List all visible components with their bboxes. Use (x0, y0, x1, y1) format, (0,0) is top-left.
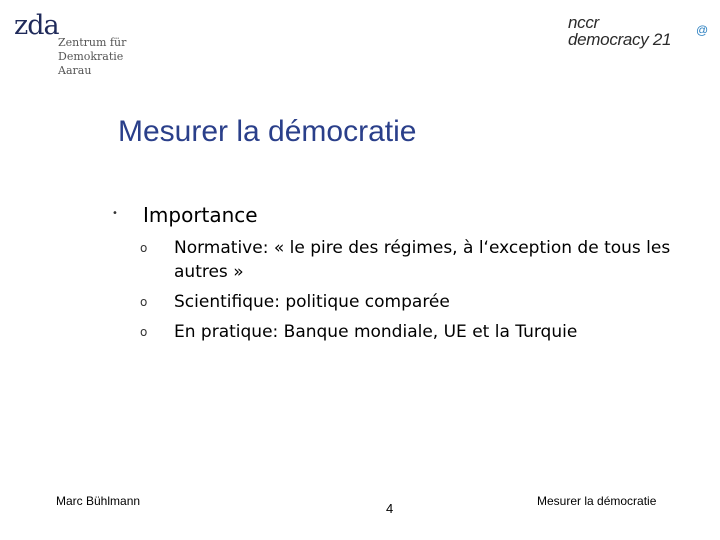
bullet-label: Importance (143, 203, 258, 227)
footer-page-number: 4 (386, 501, 394, 516)
zda-logo-mark: zda (14, 10, 59, 41)
circle-bullet-icon: o (140, 241, 148, 255)
bullet-dot-icon: • (112, 208, 118, 219)
circle-bullet-icon: o (140, 325, 148, 339)
sub-bullet-text: En pratique: Banque mondiale, UE et la Turquie (174, 322, 578, 342)
sub-bullet-item (138, 290, 698, 314)
zda-logo-line-1: Zentrum für (58, 36, 127, 49)
circle-bullet-icon: o (140, 295, 148, 309)
zda-logo-line-2: Demokratie (58, 50, 124, 63)
sub-bullet-list (138, 236, 698, 350)
footer-author: Marc Bühlmann (56, 494, 141, 508)
zda-logo (14, 12, 144, 82)
sub-bullet-item (138, 320, 698, 344)
slide-title: Mesurer la démocratie (118, 115, 417, 148)
nccr-logo-line-1: nccr (568, 13, 599, 32)
sub-bullet-item (138, 236, 698, 284)
zda-logo-text (58, 36, 126, 78)
nccr-at-icon: @ (696, 23, 709, 37)
nccr-logo-line-2: democracy 21 (568, 30, 672, 49)
sub-bullet-text: Normative: « le pire des régimes, à l‘exception de tous les autres » (174, 238, 671, 282)
sub-bullet-text: Scientifique: politique comparée (174, 292, 450, 312)
footer-topic: Mesurer la démocratie (537, 494, 657, 508)
nccr-logo (568, 14, 713, 54)
zda-logo-line-3: Aarau (58, 64, 92, 77)
